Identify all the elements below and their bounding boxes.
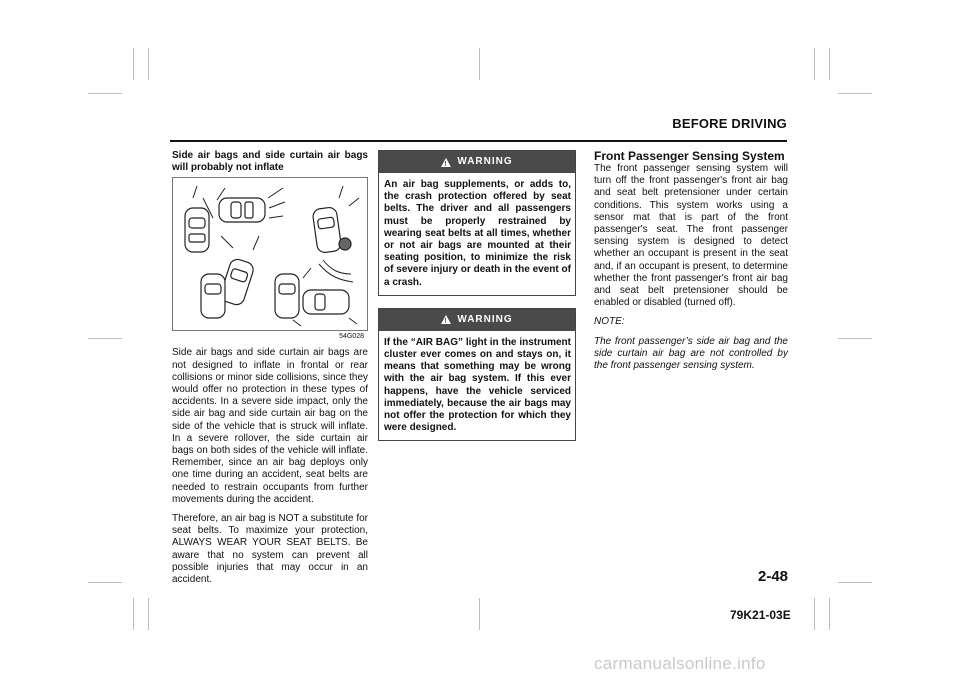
warning-text: If the “AIR BAG” light in the instrument cluster ever comes on and stays on, it means that something may be wrong with the air bag system. If this ever happens, have the vehicle serviced immediately, because the air bags may not offer the protection for which they were designed. [384, 336, 571, 434]
seatbelt-paragraph: Therefore, an air bag is NOT a substitute for seat belts. To maximize your protection, ALWAYS WEAR YOUR SEAT BELTS. Be aware that no system can prevent all possible injuries that may occur in an accident. [172, 513, 368, 586]
collision-illustration [172, 177, 368, 341]
warning-header [379, 309, 575, 331]
page-header [170, 116, 787, 142]
crop-mark [133, 598, 134, 630]
side-airbag-paragraph: Side air bags and side curtain air bags are not designed to inflate in frontal or rear collisions or minor side collisions, since they would offer no protection in these types of accidents. In a severe side impact, only the side air bag and side curtain air bag on the side of the vehicle that is struck will inflate. In a severe rollover, the side curtain air bags on both sides of the vehicle will inflate. Remember, since an air bag deploys only one time during an accident, seat belts are needed to restrain occupants from further movements during the accident. [172, 347, 368, 505]
collision-diagram [173, 178, 367, 330]
note-label: NOTE: [594, 316, 625, 328]
crop-mark [88, 93, 122, 94]
warning-label: WARNING [457, 313, 513, 325]
passenger-sensing-heading: Front Passenger Sensing System [594, 149, 785, 163]
crop-mark [814, 598, 815, 630]
side-airbag-heading: Side air bags and side curtain air bags will probably not inflate [172, 150, 368, 174]
crop-mark [838, 338, 872, 339]
section-title: BEFORE DRIVING [672, 116, 787, 131]
crop-mark [479, 598, 480, 630]
crop-mark [838, 93, 872, 94]
crop-mark [829, 598, 830, 630]
crop-mark [829, 48, 830, 80]
crop-mark [88, 582, 122, 583]
crop-mark [148, 598, 149, 630]
warning-box [378, 308, 576, 442]
figure-code: 54G028 [339, 333, 364, 341]
crop-mark [838, 582, 872, 583]
middle-column [378, 150, 576, 453]
right-column [594, 150, 788, 379]
left-column [172, 150, 368, 593]
warning-triangle-icon [441, 315, 451, 324]
crop-mark [814, 48, 815, 80]
crop-mark [133, 48, 134, 80]
note-text: The front passenger’s side air bag and the side curtain air bag are not controlled by the front passenger sensing system. [594, 335, 788, 372]
warning-header [379, 151, 575, 173]
page-number: 2-48 [758, 568, 789, 585]
warning-label: WARNING [457, 155, 513, 167]
passenger-sensing-paragraph: The front passenger sensing system will turn off the front passenger's front air bag and seat belt pretensioner under certain conditions. This system works using a sensor mat that is part of the front passenger's seat. The front passenger sensing system is designed to detect whether an occupant is present in the seat and, if an occupant is present, to determine whether the front passenger's front air bag and seat belt pretensioner should be enabled or disabled (turned off). [594, 163, 788, 309]
warning-box [378, 150, 576, 296]
watermark: carmanualsonline.info [594, 654, 766, 673]
warning-text: An air bag supplements, or adds to, the crash protection offered by seat belts. The driver and all passengers must be properly restrained by wearing seat belts at all times, whether or not air bags are mounted at their seating position, to minimize the risk of severe injury or death in the event of a crash. [384, 179, 571, 288]
document-code: 79K21-03E [730, 608, 791, 622]
crop-mark [88, 338, 122, 339]
warning-triangle-icon [441, 158, 451, 167]
crop-mark [148, 48, 149, 80]
crop-mark [479, 48, 480, 80]
